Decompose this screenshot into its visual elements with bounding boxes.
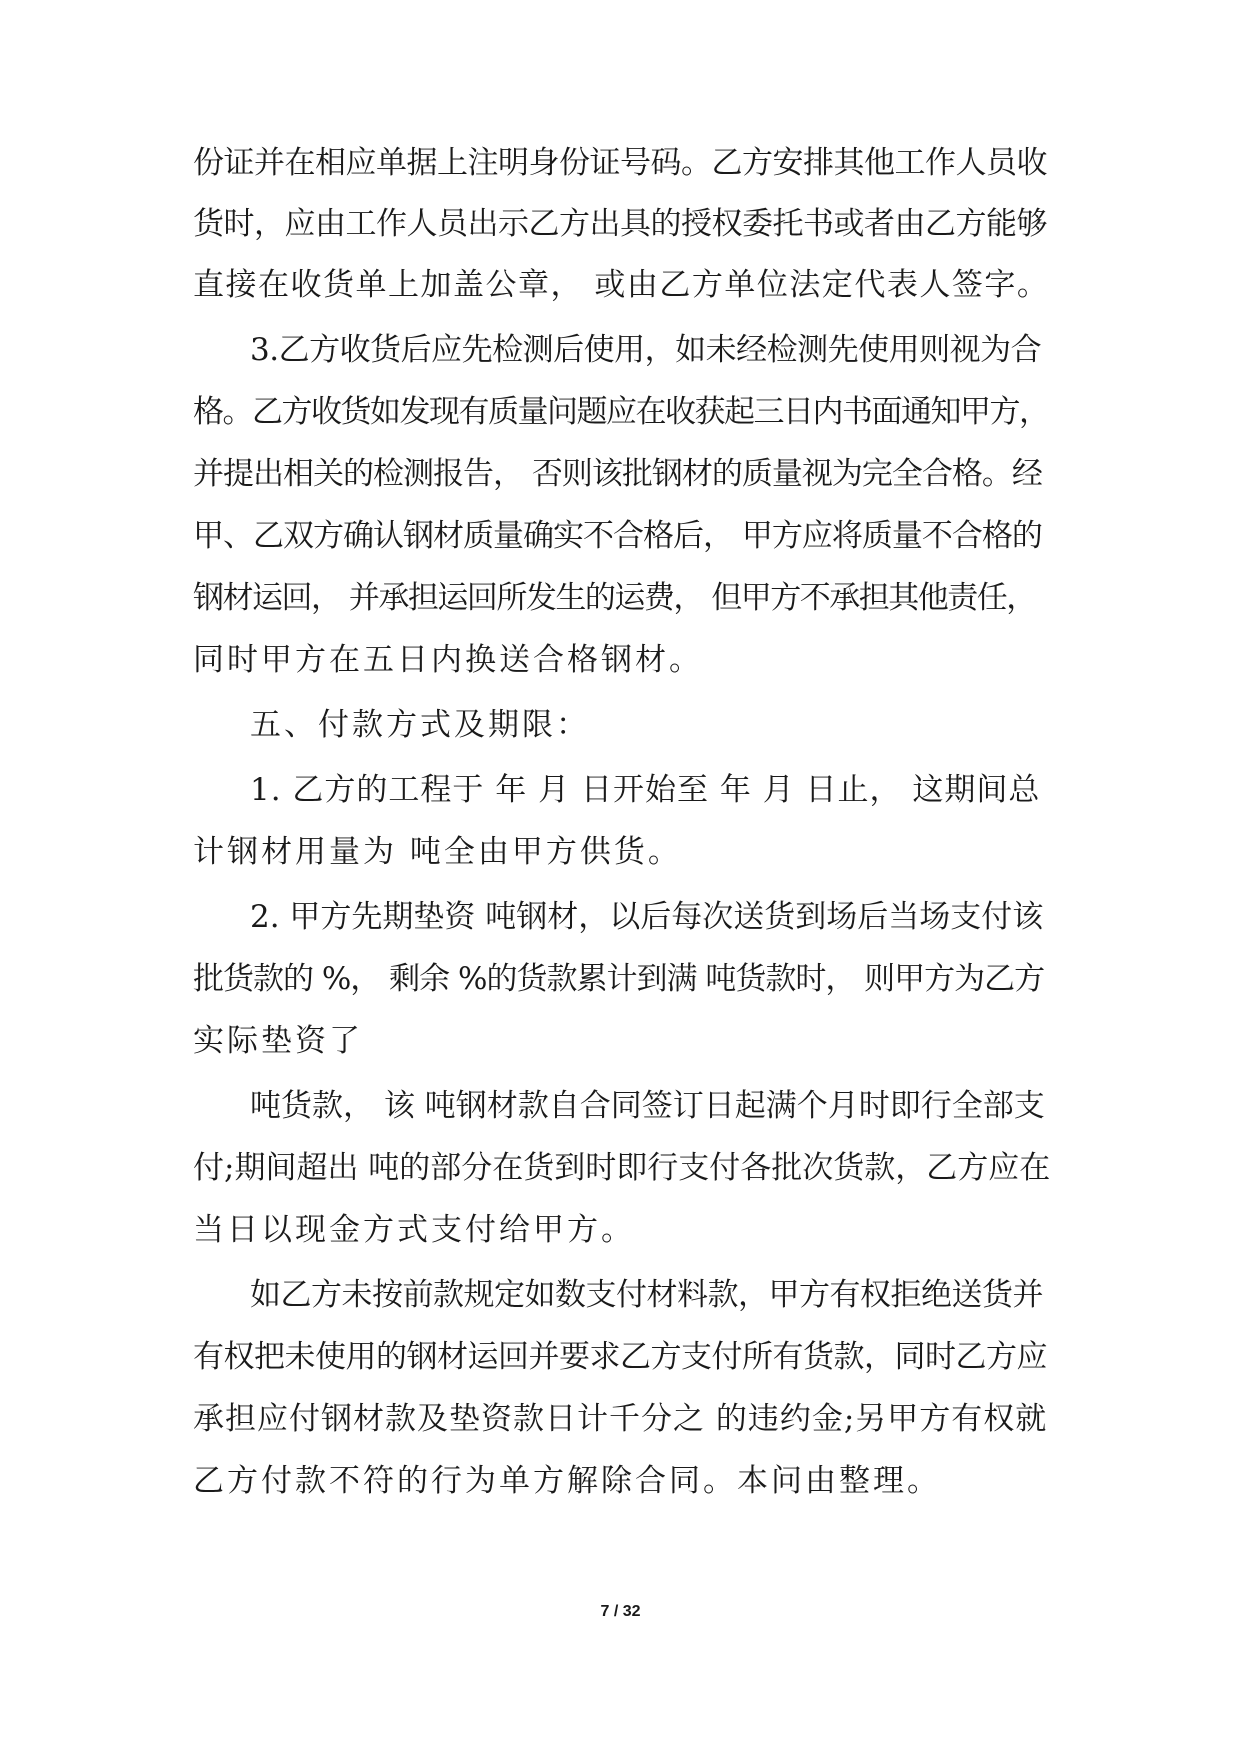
- text-line: 直接在收货单上加盖公章， 或由乙方单位法定代表人签字。: [193, 267, 1050, 303]
- text-line: 有权把未使用的钢材运回并要求乙方支付所有货款，同时乙方应: [193, 1339, 1047, 1375]
- paragraph-start: 1. 乙方的工程于 年 月 日开始至 年 月 日止， 这期间总: [250, 772, 1041, 808]
- paragraph-start: 3.乙方收货后应先检测后使用，如未经检测先使用则视为合: [250, 332, 1042, 368]
- paragraph-start: 2. 甲方先期垫资 吨钢材，以后每次送货到场后当场支付该: [250, 899, 1044, 935]
- text-line: 批货款的 %， 剩余 %的货款累计到满 吨货款时， 则甲方为乙方: [193, 961, 1045, 997]
- text-line: 格。乙方收货如发现有质量问题应在收获起三日内书面通知甲方，: [193, 394, 1049, 430]
- text-line: 计钢材用量为 吨全由甲方供货。: [193, 834, 682, 870]
- page-number: 7 / 32: [600, 1603, 641, 1620]
- text-line: 乙方付款不符的行为单方解除合同。本问由整理。: [193, 1463, 941, 1499]
- text-line: 付;期间超出 吨的部分在货到时即行支付各批次货款，乙方应在: [193, 1150, 1051, 1186]
- text-line: 并提出相关的检测报告， 否则该批钢材的质量视为完全合格。经: [193, 456, 1042, 492]
- text-line: 承担应付钢材款及垫资款日计千分之 的违约金;另甲方有权就: [193, 1401, 1048, 1437]
- paragraph-start: 如乙方未按前款规定如数支付材料款，甲方有权拒绝送货并: [250, 1277, 1043, 1313]
- section-heading: 五、付款方式及期限：: [250, 707, 590, 743]
- text-line: 同时甲方在五日内换送合格钢材。: [193, 642, 703, 678]
- text-line: 实际垫资了: [193, 1023, 363, 1059]
- text-line: 货时，应由工作人员出示乙方出具的授权委托书或者由乙方能够: [193, 206, 1047, 242]
- text-line: 份证并在相应单据上注明身份证号码。乙方安排其他工作人员收: [193, 145, 1047, 181]
- text-line: 钢材运回， 并承担运回所发生的运费， 但甲方不承担其他责任，: [193, 580, 1036, 616]
- text-line: 当日以现金方式支付给甲方。: [193, 1212, 635, 1248]
- text-line: 甲、乙双方确认钢材质量确实不合格后， 甲方应将质量不合格的: [193, 518, 1042, 554]
- paragraph-start: 吨货款， 该 吨钢材款自合同签订日起满个月时即行全部支: [250, 1088, 1045, 1124]
